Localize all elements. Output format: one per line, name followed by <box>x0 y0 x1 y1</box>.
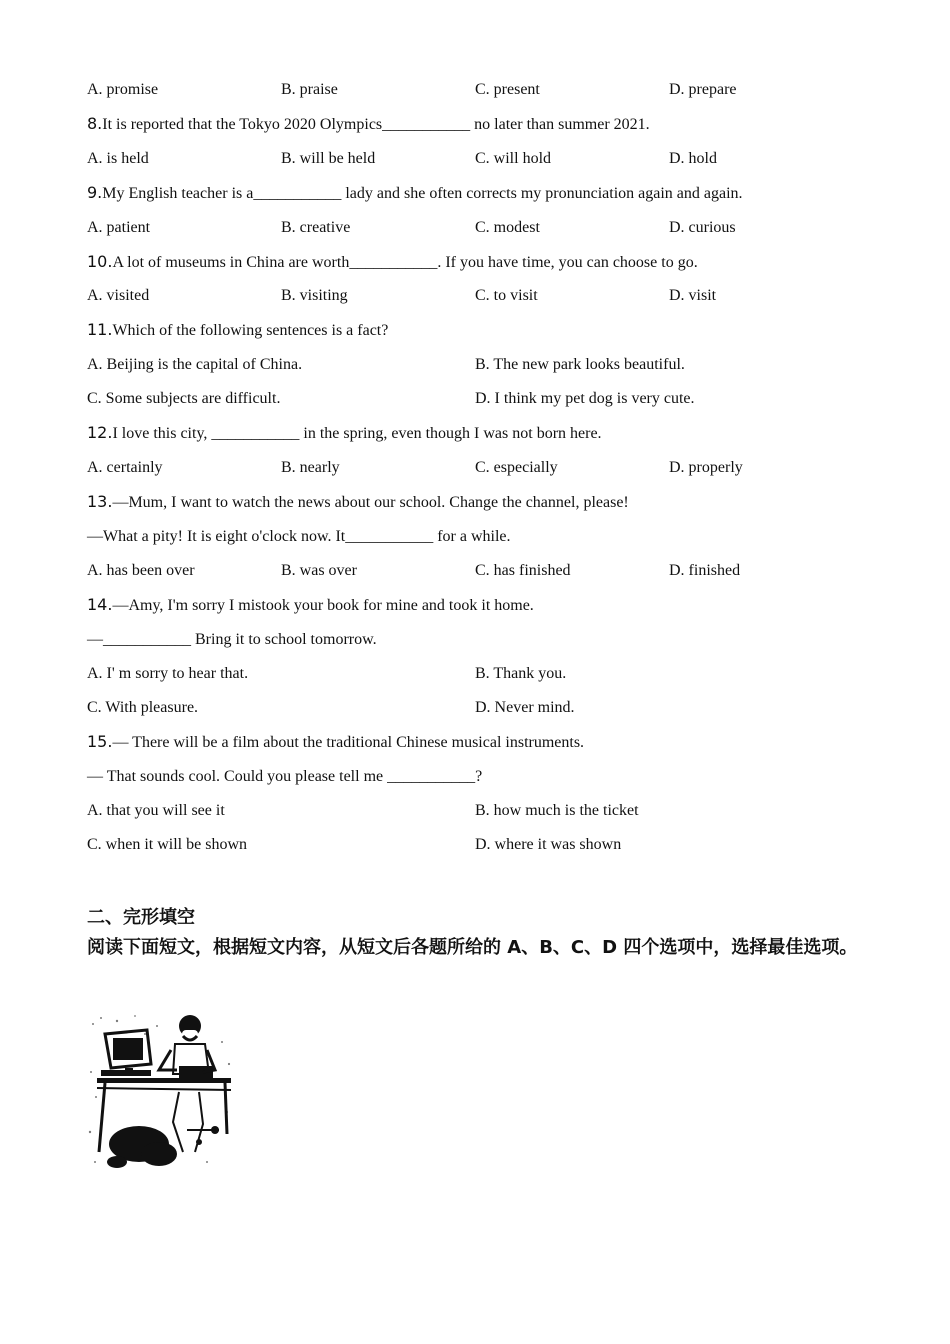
q7-option-d: D. prepare <box>669 81 737 98</box>
section-heading: 二、完形填空 <box>87 907 195 928</box>
q12-option-d: D. properly <box>669 459 743 476</box>
q14-option-a: A. I' m sorry to hear that. <box>87 665 249 682</box>
q9-option-c: C. modest <box>475 219 540 236</box>
question-text: —Amy, I'm sorry I mistook your book for mine and took it home. <box>112 597 534 614</box>
question-number: 13. <box>87 492 113 511</box>
q12-option-c: C. especially <box>475 459 558 476</box>
q8-option-b: B. will be held <box>281 150 376 167</box>
q8-option-c: C. will hold <box>475 150 552 167</box>
question-number: 9. <box>87 183 103 202</box>
q11-option-b: B. The new park looks beautiful. <box>475 356 685 373</box>
question-11 <box>87 320 388 341</box>
question-text: — There will be a film about the traditional Chinese musical instruments. <box>112 734 585 751</box>
q10-option-a: A. visited <box>87 287 150 304</box>
q8-option-a: A. is held <box>87 150 149 167</box>
question-13 <box>87 492 629 513</box>
question-number: 11. <box>87 320 113 339</box>
q12-option-b: B. nearly <box>281 459 340 476</box>
q9-option-d: D. curious <box>669 219 736 236</box>
question-text: My English teacher is a___________ lady and she often corrects my pronunciation again and again. <box>102 185 743 202</box>
q15-option-a: A. that you will see it <box>87 802 225 819</box>
question-15 <box>87 732 584 753</box>
q11-option-a: A. Beijing is the capital of China. <box>87 356 303 373</box>
q10-option-c: C. to visit <box>475 287 538 304</box>
question-text: —Mum, I want to watch the news about our school. Change the channel, please! <box>112 494 629 511</box>
question-9 <box>87 183 743 204</box>
question-12 <box>87 423 602 444</box>
q11-option-c: C. Some subjects are difficult. <box>87 390 281 407</box>
q10-option-d: D. visit <box>669 287 717 304</box>
question-14 <box>87 595 534 616</box>
question-8 <box>87 114 650 135</box>
q14-option-b: B. Thank you. <box>475 665 567 682</box>
q13-option-d: D. finished <box>669 562 741 579</box>
question-13-line-2: —What a pity! It is eight o'clock now. It___________ for a while. <box>87 528 511 545</box>
q12-option-a: A. certainly <box>87 459 163 476</box>
question-text: I love this city, ___________ in the spring, even though I was not born here. <box>112 425 602 442</box>
q13-option-b: B. was over <box>281 562 357 579</box>
q9-option-b: B. creative <box>281 219 351 236</box>
q11-option-d: D. I think my pet dog is very cute. <box>475 390 695 407</box>
q14-option-d: D. Never mind. <box>475 699 575 716</box>
question-15-line-2: — That sounds cool. Could you please tell me ___________? <box>87 768 483 785</box>
q10-option-b: B. visiting <box>281 287 348 304</box>
question-number: 8. <box>87 114 103 133</box>
q14-option-c: C. With pleasure. <box>87 699 199 716</box>
question-text: Which of the following sentences is a fact? <box>112 322 389 339</box>
q15-option-b: B. how much is the ticket <box>475 802 639 819</box>
question-number: 14. <box>87 595 113 614</box>
question-text: It is reported that the Tokyo 2020 Olympics___________ no later than summer 2021. <box>102 116 650 133</box>
q7-option-a: A. promise <box>87 81 159 98</box>
q15-option-d: D. where it was shown <box>475 836 622 853</box>
q15-option-c: C. when it will be shown <box>87 836 247 853</box>
question-number: 15. <box>87 732 113 751</box>
question-text: A lot of museums in China are worth___________. If you have time, you can choose to go. <box>112 254 698 271</box>
q13-option-a: A. has been over <box>87 562 195 579</box>
q13-option-c: C. has finished <box>475 562 571 579</box>
q7-option-b: B. praise <box>281 81 338 98</box>
q8-option-d: D. hold <box>669 150 717 167</box>
question-number: 10. <box>87 252 113 271</box>
illustration-person-at-desk <box>87 1012 235 1174</box>
q7-option-c: C. present <box>475 81 540 98</box>
question-number: 12. <box>87 423 113 442</box>
q9-option-a: A. patient <box>87 219 151 236</box>
question-14-line-2: —___________ Bring it to school tomorrow. <box>87 631 377 648</box>
section-instruction: 阅读下面短文，根据短文内容，从短文后各题所给的 A、B、C、D 四个选项中，选择最佳选项。 <box>87 937 858 958</box>
question-10 <box>87 252 698 273</box>
